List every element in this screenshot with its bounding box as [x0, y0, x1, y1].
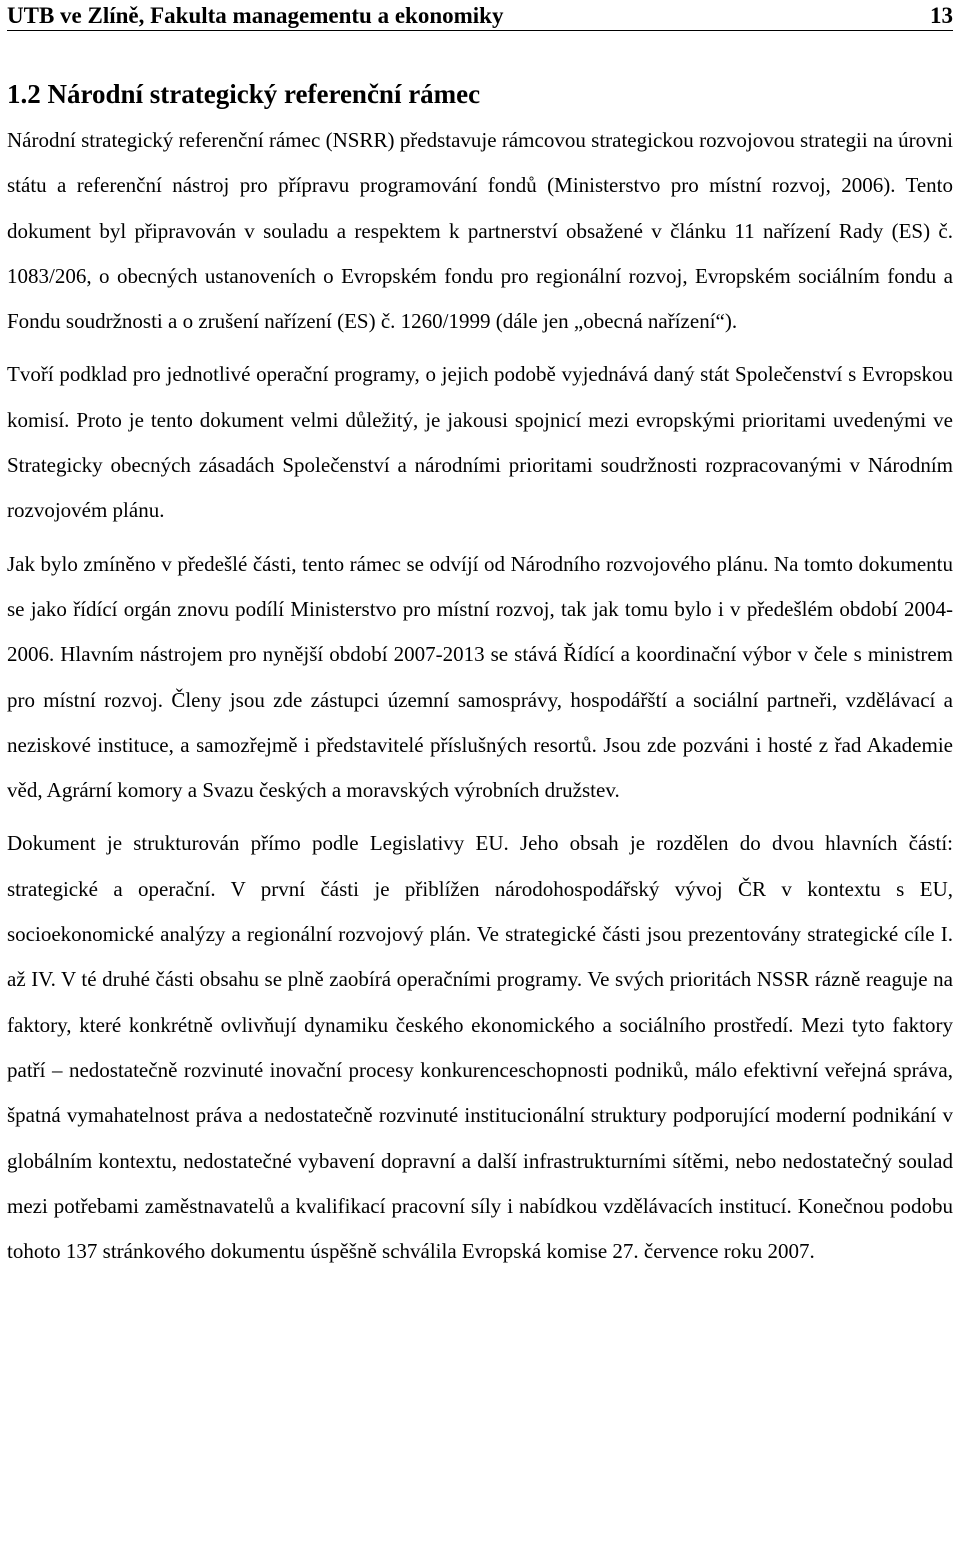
header-title: UTB ve Zlíně, Fakulta managementu a ekonomiky — [7, 3, 504, 28]
paragraph-document-structure: Dokument je strukturován přímo podle Legislativy EU. Jeho obsah je rozdělen do dvou hlavních částí: strategické a operační. V první části je přiblížen národohospodářský vývoj ČR v kontextu s EU, socioekonomické analýzy a regionální rozvojový plán. Ve strategické části jsou prezentovány strategické cíle I. až IV. V té druhé části obsahu se plně zaobírá operačními programy. Ve svých prioritách NSSR rázně reaguje na faktory, které konkrétně ovlivňují dynamiku českého ekonomického a sociálního prostředí. Mezi tyto faktory patří – nedostatečně rozvinuté inovační procesy konkurenceschopnosti podniků, málo efektivní veřejná správa, špatná vymahatelnost práva a nedostatečně rozvinuté institucionální struktury podporující moderní podnikání v globálním kontextu, nedostatečné vybavení dopravní a další infrastrukturními sítěmi, nebo nedostatečný soulad mezi potřebami zaměstnavatelů a kvalifikací pracovní síly i nabídkou vzdělávacích institucí. Konečnou podobu tohoto 137 stránkového dokumentu úspěšně schválila Evropská komise 27. července roku 2007. — [7, 831, 953, 1264]
paragraph-nsrr-intro: Národní strategický referenční rámec (NSRR) představuje rámcovou strategickou rozvojovou strategii na úrovni státu a referenční nástroj pro přípravu programování fondů (Ministerstvo pro místní rozvoj, 2006). Tento dokument byl připravován v souladu a respektem k partnerství obsažené v článku 11 nařízení Rady (ES) č. 1083/206, o obecných ustanoveních o Evropském fondu pro regionální rozvoj, Evropském sociálním fondu a Fondu soudržnosti a o zrušení nařízení (ES) č. 1260/1999 (dále jen „obecná nařízení“). — [7, 128, 953, 334]
page-number: 13 — [930, 3, 953, 28]
paragraph-operational-programs: Tvoří podklad pro jednotlivé operační programy, o jejich podobě vyjednává daný stát Společenství s Evropskou komisí. Proto je tento dokument velmi důležitý, je jakousi spojnicí mezi evropskými prioritami uvedenými ve Strategicky obecných zásadách Společenství a národními prioritami soudržnosti rozpracovanými v Národním rozvojovém plánu. — [7, 362, 953, 523]
page-header — [7, 0, 953, 31]
document-page — [7, 0, 953, 1274]
section-heading: 1.2 Národní strategický referenční rámec — [7, 79, 481, 109]
paragraph-managing-body: Jak bylo zmíněno v předešlé části, tento rámec se odvíjí od Národního rozvojového plánu. Na tomto dokumentu se jako řídící orgán znovu podílí Ministerstvo pro místní rozvoj, tak jak tomu bylo i v předešlém období 2004- 2006. Hlavním nástrojem pro nynější období 2007-2013 se stává Řídící a koordinační výbor v čele s ministrem pro místní rozvoj. Členy jsou zde zástupci územní samosprávy, hospodářští a sociální partneři, vzdělávací a neziskové instituce, a samozřejmě i představitelé příslušných resortů. Jsou zde pozváni i hosté z řad Akademie věd, Agrární komory a Svazu českých a moravských výrobních družstev. — [7, 551, 953, 803]
